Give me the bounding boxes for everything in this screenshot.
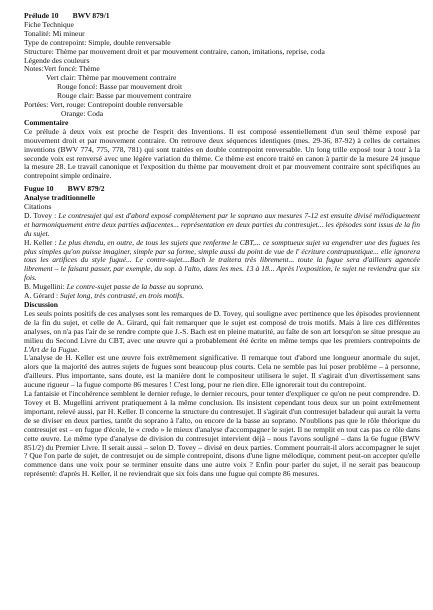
fugue-title: Fugue 10 — [24, 184, 54, 194]
citation-author: H. Keller : — [24, 237, 59, 247]
legend-item: Rouge foncé: Basse par mouvement droit — [57, 82, 183, 92]
document-page — [24, 12, 420, 479]
orange-line: Orange: Coda — [61, 108, 104, 118]
tonality-line: Tonalité: Mi mineur — [24, 28, 85, 38]
discussion-period: . — [77, 344, 80, 354]
fugue-bwv: BWV 879/2 — [67, 184, 105, 194]
analysis-heading: Analyse traditionnelle — [24, 193, 96, 203]
citation-author: D. Tovey : — [24, 210, 59, 220]
portees-line: Portées: Vert, rouge: Contrepoint double renversable — [24, 100, 183, 110]
counterpoint-type-line: Type de contrepoint: Simple, double renversable — [24, 37, 171, 47]
legend-item: Vert clair: Thème par mouvement contraire — [46, 73, 177, 83]
citation-quote: Le plus étendu, en outre, de tous les sujets que renferme le CBT,... ce somptueux sujet va engendrer une des fugues les plus simples qu'on puisse imaginer, simple par sa forme, simple aussi du point de vue de l' écriture contrapuntique... elle ignorera tous les artifices du style fugué... Le contre-sujet....Bach le traitera très librement... toute la fugue sera d'ailleurs agencée librement – le faisant passer, par exemple, du sop. à l'alto, dans les mes. 13 à 18... Après l'exposition, le sujet ne reviendra que six fois. — [24, 237, 420, 283]
citation-gerard — [24, 292, 420, 301]
citation-quote: Le contresujet qui est d'abord exposé complètement par le soprano aux mesures 7-12 est ensuite divisé mélodiquement et harmoniquement entre deux parties adjacentes... représentation en deux parties du contresujet... les épisodes sont issus de la fin du sujet. — [24, 210, 420, 238]
prelude-heading — [24, 12, 420, 21]
prelude-bwv: BWV 879/1 — [72, 11, 110, 20]
discussion-text: Les seuls points positifs de ces analyses sont les remarques de D. Tovey, qui souligne avec pertinence que les épisodes proviennent de la fin du sujet, et celle de A. Girard, qui fait remarquer que le sujet est composé de trois motifs. Mais à lire ces différentes analyses, on n'a pas l'air de se rendre compte que J.-S. Bach est en pleine maturité, au faîte de son art lorsqu'on se situe presque au milieu du Second Livre du CBT, avec une œuvre qui a probablement été écrite en même temps que les premiers contrepoints de — [24, 308, 420, 345]
discussion-paragraph: L'analyse de H. Keller est une œuvre fois extrêmement significative. Il remarque tout d'abord une longueur anormale du sujet, alors que la majorité des autres sujets de fugues sont beaucoup plus courts. Cela ne semble pas lui poser problème – à personne, d'ailleurs. Plus importante, sans doute, est la manière dont le compositeur utilisera le sujet. Il s'agirait d'un divertissement sans aucune rigueur – la fugue comporte 86 mesures ! C'est long, pour ne rien dire. Elle ignorerait tout du contrepoint. — [24, 353, 420, 390]
discussion-paragraph — [24, 310, 420, 355]
citation-author: B. Mugellini: — [24, 282, 67, 292]
citation-quote: Le contre-sujet passe de la basse au soprano. — [66, 282, 204, 292]
citations-label: Citations — [24, 202, 52, 212]
tech-sheet-line: Fiche Technique — [24, 19, 74, 29]
discussion-paragraph: La fantaisie et l'incohérence semblent le dernier refuge, le dernier recours, pour tenter d'expliquer ce qu'on ne peut comprendre. D. Tovey et B. Mugellini arrivent pratiquement à la même conclusion. Ils insistent cependant tous deux sur un point extrêmement important, relevé aussi, par H. Keller. Il concerne la structure du contresujet. Il s'agirait d'un contresujet baladeur qui aurait la vertu de se diviser en deux parties, tantôt du soprano à l'alto, ou encore de la basse au soprano. N'oublions pas que le rôle théorique du contresujet est – en fugue d'école, le « credo » le mieux d'analyse d'accompagner le sujet. Il ne remplit en tout cas pas ce rôle dans cette œuvre. Le même type d'analyse de division du contresujet intervient déjà – nous l'avons souligné – dans la 6e fugue (BWV 851/2) du Premier Livre. Il serait aussi – selon D. Tovey – divisé en deux parties. Comment pourrait-il alors accompagner le sujet ? Que l'on parle de sujet, de contresujet ou de simple contrepoint, disons d'une ligne mélodique, comment peut-on accepter qu'elle commence dans une voix pour se terminer ensuite dans une autre voix ? Enfin pour parler du sujet, il ne serait pas beaucoup représenté: d'après H. Keller, il ne reviendrait que six fois dans une fugue qui compte 86 mesures. — [24, 389, 420, 479]
citation-keller — [24, 239, 420, 284]
commentaire-heading: Commentaire — [24, 117, 69, 127]
citation-author: A. Gérard : — [24, 291, 61, 301]
citation-quote: Sujet long, très contrasté, en trois motifs. — [60, 291, 185, 301]
structure-line: Structure: Thème par mouvement droit et par mouvement contraire, canon, imitations, reprise, coda — [24, 46, 325, 56]
citation-tovey — [24, 212, 420, 239]
color-legend-line: Légende des couleurs — [24, 55, 90, 65]
notes-line: Notes:Vert foncé: Thème — [24, 64, 100, 74]
discussion-heading: Discussion — [24, 300, 58, 309]
legend-item: Rouge clair: Basse par mouvement contraire — [57, 91, 192, 101]
commentaire-paragraph: Ce prélude à deux voix est proche de l'esprit des Inventions. Il est composé essentiellement d'un seul thème exposé par mouvement droit et par mouvement contraire. On retrouve deux séquences identiques (mes. 29-36, 87-92) à celles de certaines inventions (BWV 774, 775, 778, 781) qui sont traitées en double contrepoint renversable. Un long trille exposé tour à tour à la seconde voix est renversé avec une légère variation du thème. Ce thème est encore traité en canon à partir de la mesure 24 jusque la mesure 28. Le travail canonique et l'exposition du thème par mouvement droit et par mouvement contraire sont spécifiques au contrepoint simple ordinaire. — [24, 126, 420, 181]
prelude-title: Prélude 10 — [24, 11, 59, 20]
art-of-fugue-title: L'Art de la Fugue — [24, 344, 78, 354]
